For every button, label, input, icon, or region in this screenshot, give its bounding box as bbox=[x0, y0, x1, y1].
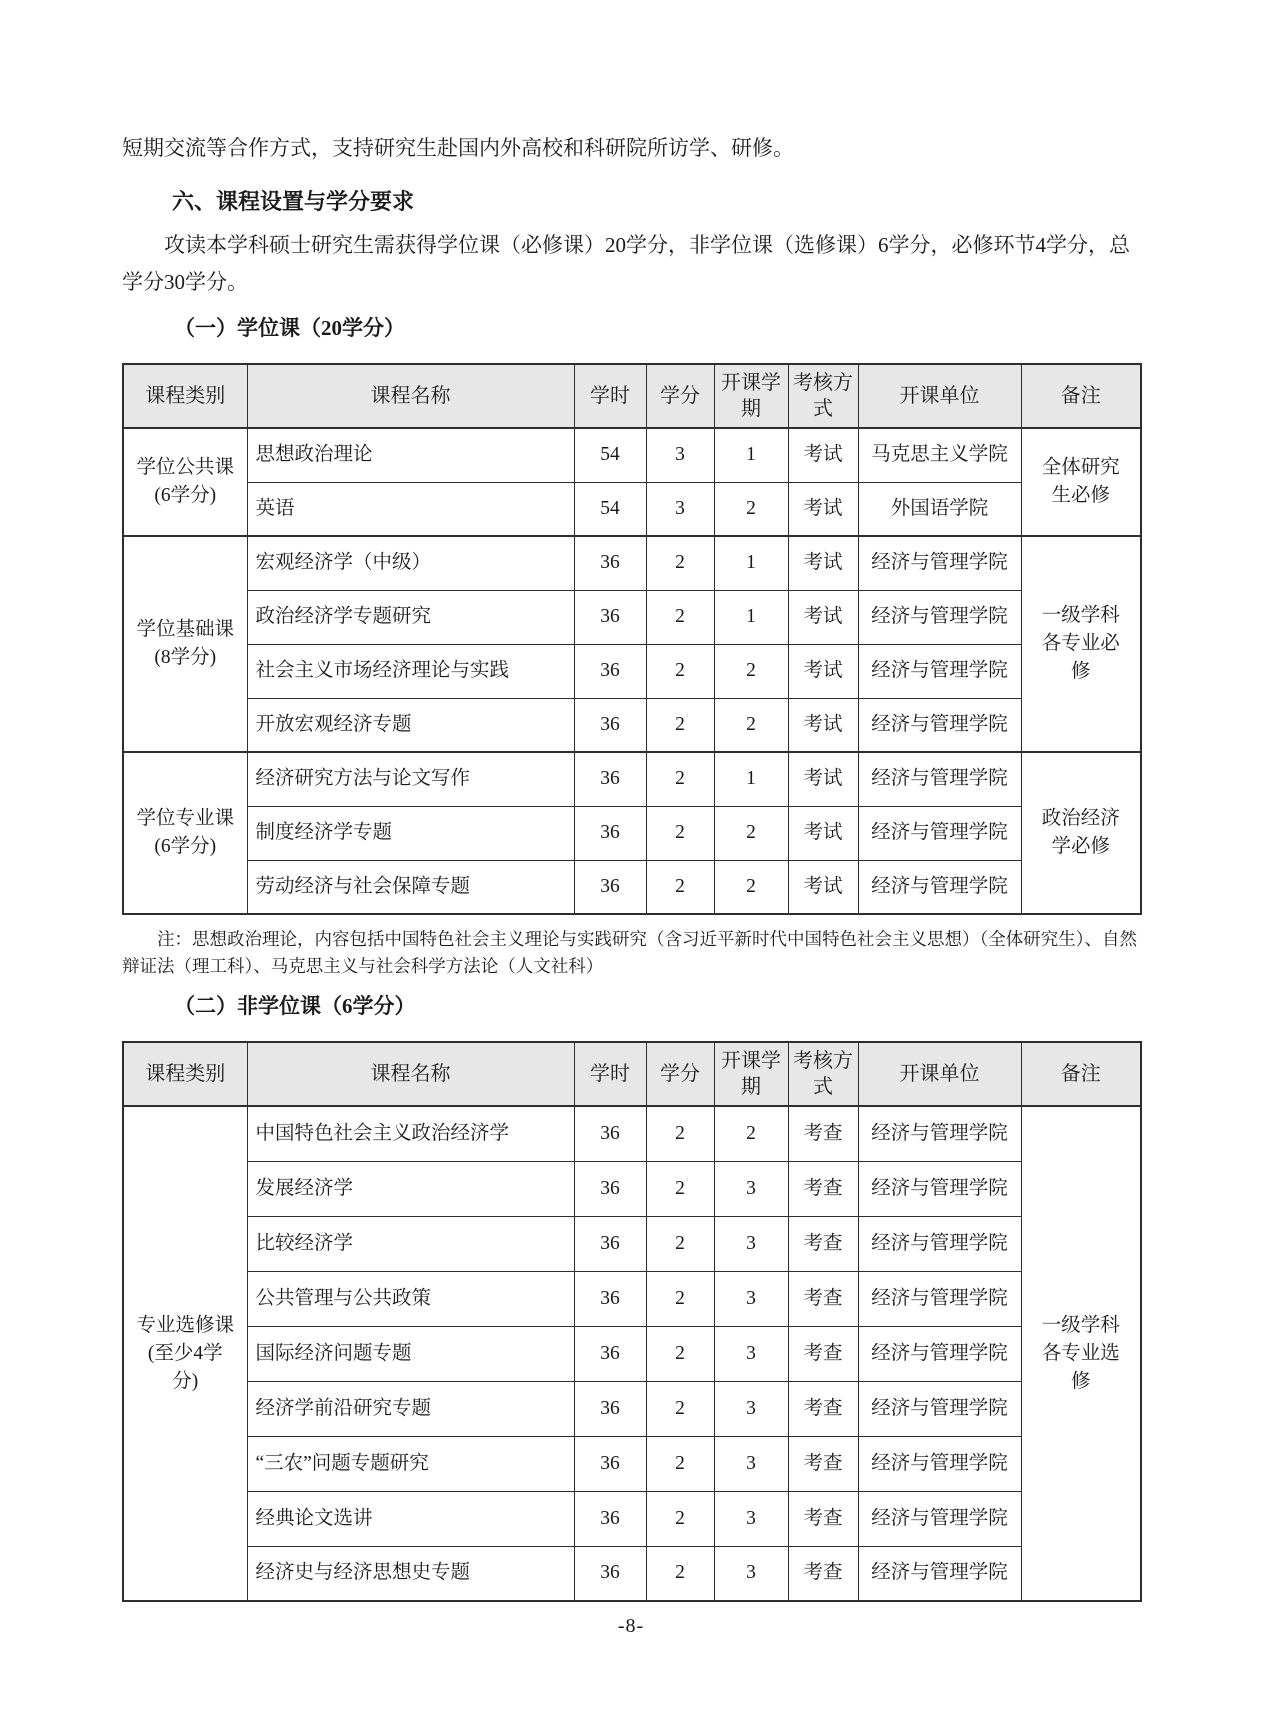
semester-cell: 2 bbox=[714, 860, 788, 914]
course-row bbox=[123, 806, 1141, 860]
hours-cell: 36 bbox=[574, 644, 646, 698]
semester-cell: 1 bbox=[714, 536, 788, 590]
assessment-cell: 考查 bbox=[788, 1491, 858, 1546]
header-course-name: 课程名称 bbox=[247, 364, 574, 428]
course-row bbox=[123, 698, 1141, 752]
header-hours: 学时 bbox=[574, 1042, 646, 1106]
credits-cell: 2 bbox=[646, 1381, 714, 1436]
hours-cell: 54 bbox=[574, 428, 646, 482]
course-row bbox=[123, 1491, 1141, 1546]
hours-cell: 36 bbox=[574, 1106, 646, 1161]
unit-cell: 经济与管理学院 bbox=[858, 698, 1021, 752]
assessment-cell: 考查 bbox=[788, 1106, 858, 1161]
course-name-cell: 宏观经济学（中级） bbox=[247, 536, 574, 590]
semester-cell: 3 bbox=[714, 1216, 788, 1271]
semester-cell: 2 bbox=[714, 482, 788, 536]
credits-cell: 2 bbox=[646, 752, 714, 806]
unit-cell: 经济与管理学院 bbox=[858, 806, 1021, 860]
course-row bbox=[123, 1326, 1141, 1381]
unit-cell: 经济与管理学院 bbox=[858, 1436, 1021, 1491]
assessment-cell: 考查 bbox=[788, 1326, 858, 1381]
assessment-cell: 考查 bbox=[788, 1271, 858, 1326]
hours-cell: 36 bbox=[574, 698, 646, 752]
course-name-cell: 英语 bbox=[247, 482, 574, 536]
course-category-cell: 学位专业课(6学分) bbox=[123, 752, 247, 914]
header-course-category: 课程类别 bbox=[123, 364, 247, 428]
subheading-degree-courses: （一）学位课（20学分） bbox=[174, 316, 405, 340]
course-row bbox=[123, 482, 1141, 536]
unit-cell: 经济与管理学院 bbox=[858, 1271, 1021, 1326]
hours-cell: 36 bbox=[574, 752, 646, 806]
course-name-cell: 制度经济学专题 bbox=[247, 806, 574, 860]
assessment-cell: 考试 bbox=[788, 752, 858, 806]
assessment-cell: 考试 bbox=[788, 806, 858, 860]
unit-cell: 经济与管理学院 bbox=[858, 1381, 1021, 1436]
semester-cell: 3 bbox=[714, 1491, 788, 1546]
course-name-cell: 发展经济学 bbox=[247, 1161, 574, 1216]
course-row bbox=[123, 1216, 1141, 1271]
semester-cell: 1 bbox=[714, 428, 788, 482]
header-semester: 开课学期 bbox=[714, 364, 788, 428]
remarks-cell: 一级学科各专业必修 bbox=[1021, 536, 1141, 752]
credits-cell: 2 bbox=[646, 806, 714, 860]
semester-cell: 3 bbox=[714, 1271, 788, 1326]
course-name-cell: 思想政治理论 bbox=[247, 428, 574, 482]
remarks-cell: 一级学科各专业选修 bbox=[1021, 1106, 1141, 1601]
hours-cell: 36 bbox=[574, 1381, 646, 1436]
assessment-cell: 考试 bbox=[788, 644, 858, 698]
header-course-name: 课程名称 bbox=[247, 1042, 574, 1106]
section-heading: 六、课程设置与学分要求 bbox=[172, 189, 415, 214]
credits-cell: 2 bbox=[646, 1546, 714, 1601]
header-unit: 开课单位 bbox=[858, 364, 1021, 428]
assessment-cell: 考试 bbox=[788, 482, 858, 536]
header-remarks: 备注 bbox=[1021, 1042, 1141, 1106]
semester-cell: 1 bbox=[714, 752, 788, 806]
course-name-cell: 国际经济问题专题 bbox=[247, 1326, 574, 1381]
hours-cell: 54 bbox=[574, 482, 646, 536]
unit-cell: 经济与管理学院 bbox=[858, 752, 1021, 806]
unit-cell: 经济与管理学院 bbox=[858, 1546, 1021, 1601]
course-name-cell: 政治经济学专题研究 bbox=[247, 590, 574, 644]
course-category-cell: 专业选修课(至少4学分) bbox=[123, 1106, 247, 1601]
course-row bbox=[123, 536, 1141, 590]
credits-cell: 2 bbox=[646, 644, 714, 698]
subheading-nondegree-courses: （二）非学位课（6学分） bbox=[174, 994, 416, 1018]
course-category-cell: 学位基础课(8学分) bbox=[123, 536, 247, 752]
hours-cell: 36 bbox=[574, 1161, 646, 1216]
unit-cell: 经济与管理学院 bbox=[858, 1161, 1021, 1216]
assessment-cell: 考试 bbox=[788, 860, 858, 914]
course-name-cell: 经济学前沿研究专题 bbox=[247, 1381, 574, 1436]
hours-cell: 36 bbox=[574, 860, 646, 914]
credits-cell: 2 bbox=[646, 1216, 714, 1271]
hours-cell: 36 bbox=[574, 536, 646, 590]
page-number: -8- bbox=[617, 1615, 645, 1637]
remarks-cell: 全体研究生必修 bbox=[1021, 428, 1141, 536]
course-name-cell: 经典论文选讲 bbox=[247, 1491, 574, 1546]
assessment-cell: 考查 bbox=[788, 1381, 858, 1436]
header-semester: 开课学期 bbox=[714, 1042, 788, 1106]
header-hours: 学时 bbox=[574, 364, 646, 428]
credits-cell: 2 bbox=[646, 1271, 714, 1326]
course-name-cell: 比较经济学 bbox=[247, 1216, 574, 1271]
header-assessment: 考核方式 bbox=[788, 1042, 858, 1106]
unit-cell: 经济与管理学院 bbox=[858, 644, 1021, 698]
unit-cell: 经济与管理学院 bbox=[858, 590, 1021, 644]
hours-cell: 36 bbox=[574, 1216, 646, 1271]
credits-cell: 3 bbox=[646, 428, 714, 482]
unit-cell: 外国语学院 bbox=[858, 482, 1021, 536]
header-credits: 学分 bbox=[646, 364, 714, 428]
credits-cell: 2 bbox=[646, 1326, 714, 1381]
semester-cell: 3 bbox=[714, 1546, 788, 1601]
credits-cell: 2 bbox=[646, 860, 714, 914]
credits-cell: 2 bbox=[646, 1491, 714, 1546]
course-name-cell: 开放宏观经济专题 bbox=[247, 698, 574, 752]
semester-cell: 3 bbox=[714, 1326, 788, 1381]
assessment-cell: 考查 bbox=[788, 1436, 858, 1491]
course-name-cell: 经济史与经济思想史专题 bbox=[247, 1546, 574, 1601]
course-row bbox=[123, 644, 1141, 698]
semester-cell: 3 bbox=[714, 1381, 788, 1436]
assessment-cell: 考查 bbox=[788, 1161, 858, 1216]
credits-cell: 2 bbox=[646, 590, 714, 644]
hours-cell: 36 bbox=[574, 1326, 646, 1381]
table-note: 注：思想政治理论，内容包括中国特色社会主义理论与实践研究（含习近平新时代中国特色社会主义思想）（全体研究生）、自然辩证法（理工科）、马克思主义与社会科学方法论（人文社科） bbox=[122, 929, 1137, 976]
assessment-cell: 考试 bbox=[788, 698, 858, 752]
unit-cell: 经济与管理学院 bbox=[858, 1106, 1021, 1161]
credits-paragraph: 攻读本学科硕士研究生需获得学位课（必修课）20学分，非学位课（选修课）6学分，必修环节4学分，总学分30学分。 bbox=[122, 233, 1130, 294]
unit-cell: 经济与管理学院 bbox=[858, 536, 1021, 590]
credits-cell: 3 bbox=[646, 482, 714, 536]
hours-cell: 36 bbox=[574, 1546, 646, 1601]
semester-cell: 3 bbox=[714, 1161, 788, 1216]
hours-cell: 36 bbox=[574, 1436, 646, 1491]
header-assessment: 考核方式 bbox=[788, 364, 858, 428]
credits-cell: 2 bbox=[646, 536, 714, 590]
assessment-cell: 考试 bbox=[788, 590, 858, 644]
course-row bbox=[123, 428, 1141, 482]
course-name-cell: 劳动经济与社会保障专题 bbox=[247, 860, 574, 914]
assessment-cell: 考试 bbox=[788, 428, 858, 482]
unit-cell: 马克思主义学院 bbox=[858, 428, 1021, 482]
semester-cell: 2 bbox=[714, 806, 788, 860]
unit-cell: 经济与管理学院 bbox=[858, 1491, 1021, 1546]
hours-cell: 36 bbox=[574, 1271, 646, 1326]
course-name-cell: 社会主义市场经济理论与实践 bbox=[247, 644, 574, 698]
course-row bbox=[123, 860, 1141, 914]
course-row bbox=[123, 1546, 1141, 1601]
course-row bbox=[123, 590, 1141, 644]
semester-cell: 2 bbox=[714, 1106, 788, 1161]
credits-cell: 2 bbox=[646, 1161, 714, 1216]
assessment-cell: 考查 bbox=[788, 1216, 858, 1271]
course-name-cell: 经济研究方法与论文写作 bbox=[247, 752, 574, 806]
course-row bbox=[123, 1106, 1141, 1161]
degree-courses-table bbox=[122, 363, 1142, 915]
remarks-cell: 政治经济学必修 bbox=[1021, 752, 1141, 914]
unit-cell: 经济与管理学院 bbox=[858, 1326, 1021, 1381]
course-row bbox=[123, 1381, 1141, 1436]
semester-cell: 1 bbox=[714, 590, 788, 644]
header-remarks: 备注 bbox=[1021, 364, 1141, 428]
credits-cell: 2 bbox=[646, 1436, 714, 1491]
course-row bbox=[123, 752, 1141, 806]
unit-cell: 经济与管理学院 bbox=[858, 1216, 1021, 1271]
semester-cell: 2 bbox=[714, 644, 788, 698]
course-category-cell: 学位公共课(6学分) bbox=[123, 428, 247, 536]
semester-cell: 3 bbox=[714, 1436, 788, 1491]
header-course-category: 课程类别 bbox=[123, 1042, 247, 1106]
unit-cell: 经济与管理学院 bbox=[858, 860, 1021, 914]
assessment-cell: 考试 bbox=[788, 536, 858, 590]
course-row bbox=[123, 1161, 1141, 1216]
nondegree-courses-table bbox=[122, 1041, 1142, 1602]
course-name-cell: 中国特色社会主义政治经济学 bbox=[247, 1106, 574, 1161]
hours-cell: 36 bbox=[574, 590, 646, 644]
course-name-cell: “三农”问题专题研究 bbox=[247, 1436, 574, 1491]
intro-text: 短期交流等合作方式，支持研究生赴国内外高校和科研院所访学、研修。 bbox=[122, 136, 794, 160]
course-name-cell: 公共管理与公共政策 bbox=[247, 1271, 574, 1326]
credits-cell: 2 bbox=[646, 698, 714, 752]
course-row bbox=[123, 1271, 1141, 1326]
header-credits: 学分 bbox=[646, 1042, 714, 1106]
course-row bbox=[123, 1436, 1141, 1491]
hours-cell: 36 bbox=[574, 1491, 646, 1546]
credits-cell: 2 bbox=[646, 1106, 714, 1161]
hours-cell: 36 bbox=[574, 806, 646, 860]
header-unit: 开课单位 bbox=[858, 1042, 1021, 1106]
semester-cell: 2 bbox=[714, 698, 788, 752]
assessment-cell: 考查 bbox=[788, 1546, 858, 1601]
